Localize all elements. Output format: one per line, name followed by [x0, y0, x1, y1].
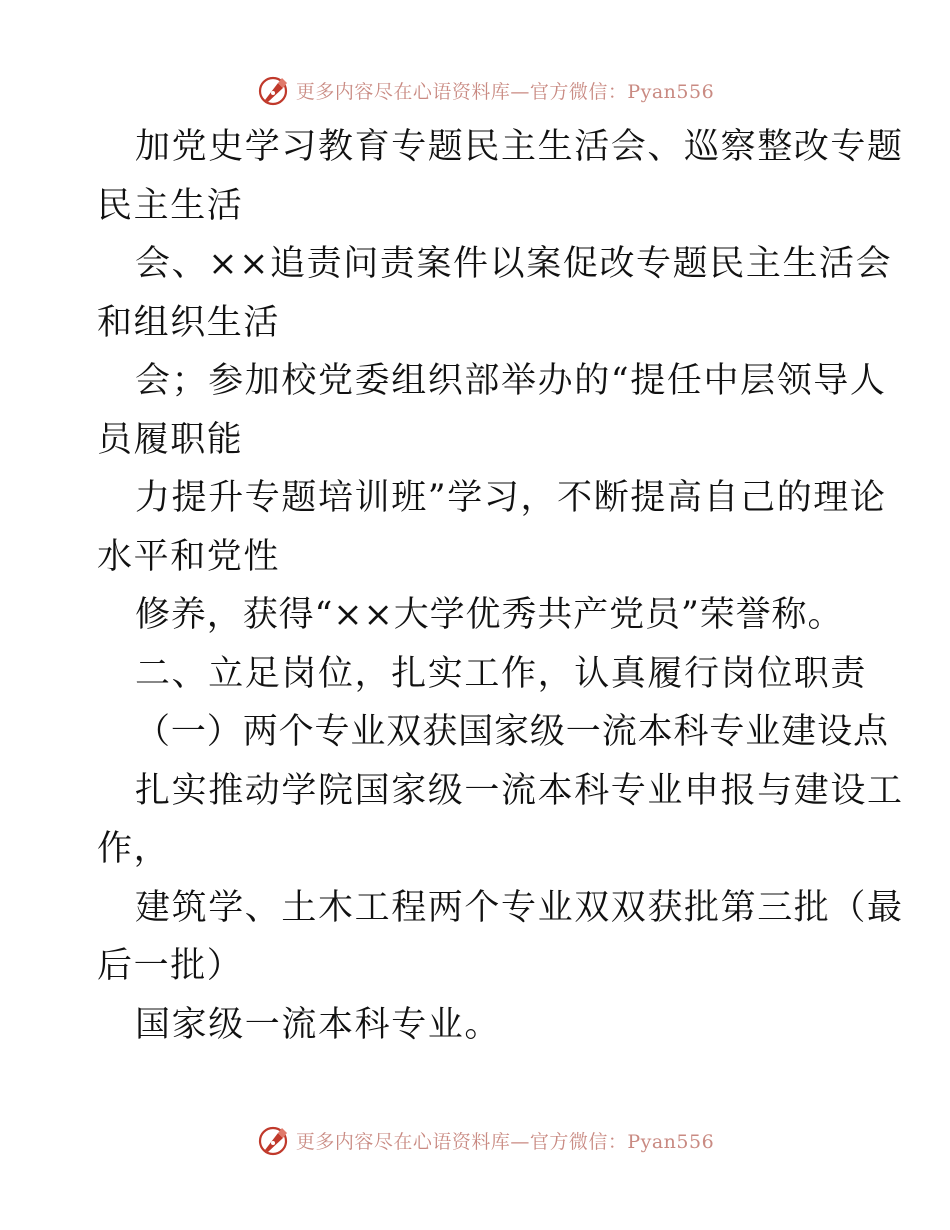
text-line-9: 修养，获得“××大学优秀共产党员”荣誉称。 [135, 595, 844, 635]
text-line-16: 国家级一流本科专业。 [135, 1004, 502, 1045]
text-line-7: 力提升专题培训班”学习，不断提高自己的理论 [135, 478, 887, 518]
text-line-3: 会、××追责问责案件以案促改专题民主生活会 [135, 244, 893, 284]
watermark-text: 更多内容尽在心语资料库—官方微信：Pyan556 [295, 1130, 715, 1153]
section-heading: 二、立足岗位，扎实工作，认真履行岗位职责 [135, 653, 868, 694]
text-line-8: 水平和党性 [97, 536, 281, 577]
watermark-text: 更多内容尽在心语资料库—官方微信：Pyan556 [295, 80, 715, 103]
text-line-5: 会；参加校党委组织部举办的“提任中层领导人 [135, 361, 887, 401]
text-line-4: 和组织生活 [97, 302, 281, 343]
text-line-13: 作， [97, 829, 171, 869]
text-line-14: 建筑学、土木工程两个专业双双获批第三批（最 [135, 887, 904, 928]
pen-nib-logo-icon [256, 1123, 290, 1157]
text-line-2: 民主生活 [97, 185, 244, 226]
text-line-6: 员履职能 [97, 419, 244, 460]
pen-nib-logo-icon [256, 73, 290, 107]
header-watermark [0, 70, 950, 110]
footer-watermark [0, 1120, 950, 1160]
text-line-12: 扎实推动学院国家级一流本科专业申报与建设工 [135, 770, 904, 811]
document-body [97, 118, 904, 1054]
text-line-15: 后一批） [97, 946, 244, 986]
subsection-heading: （一）两个专业双获国家级一流本科专业建设点 [135, 712, 889, 752]
text-line-1: 加党史学习教育专题民主生活会、巡察整改专题 [135, 127, 904, 167]
